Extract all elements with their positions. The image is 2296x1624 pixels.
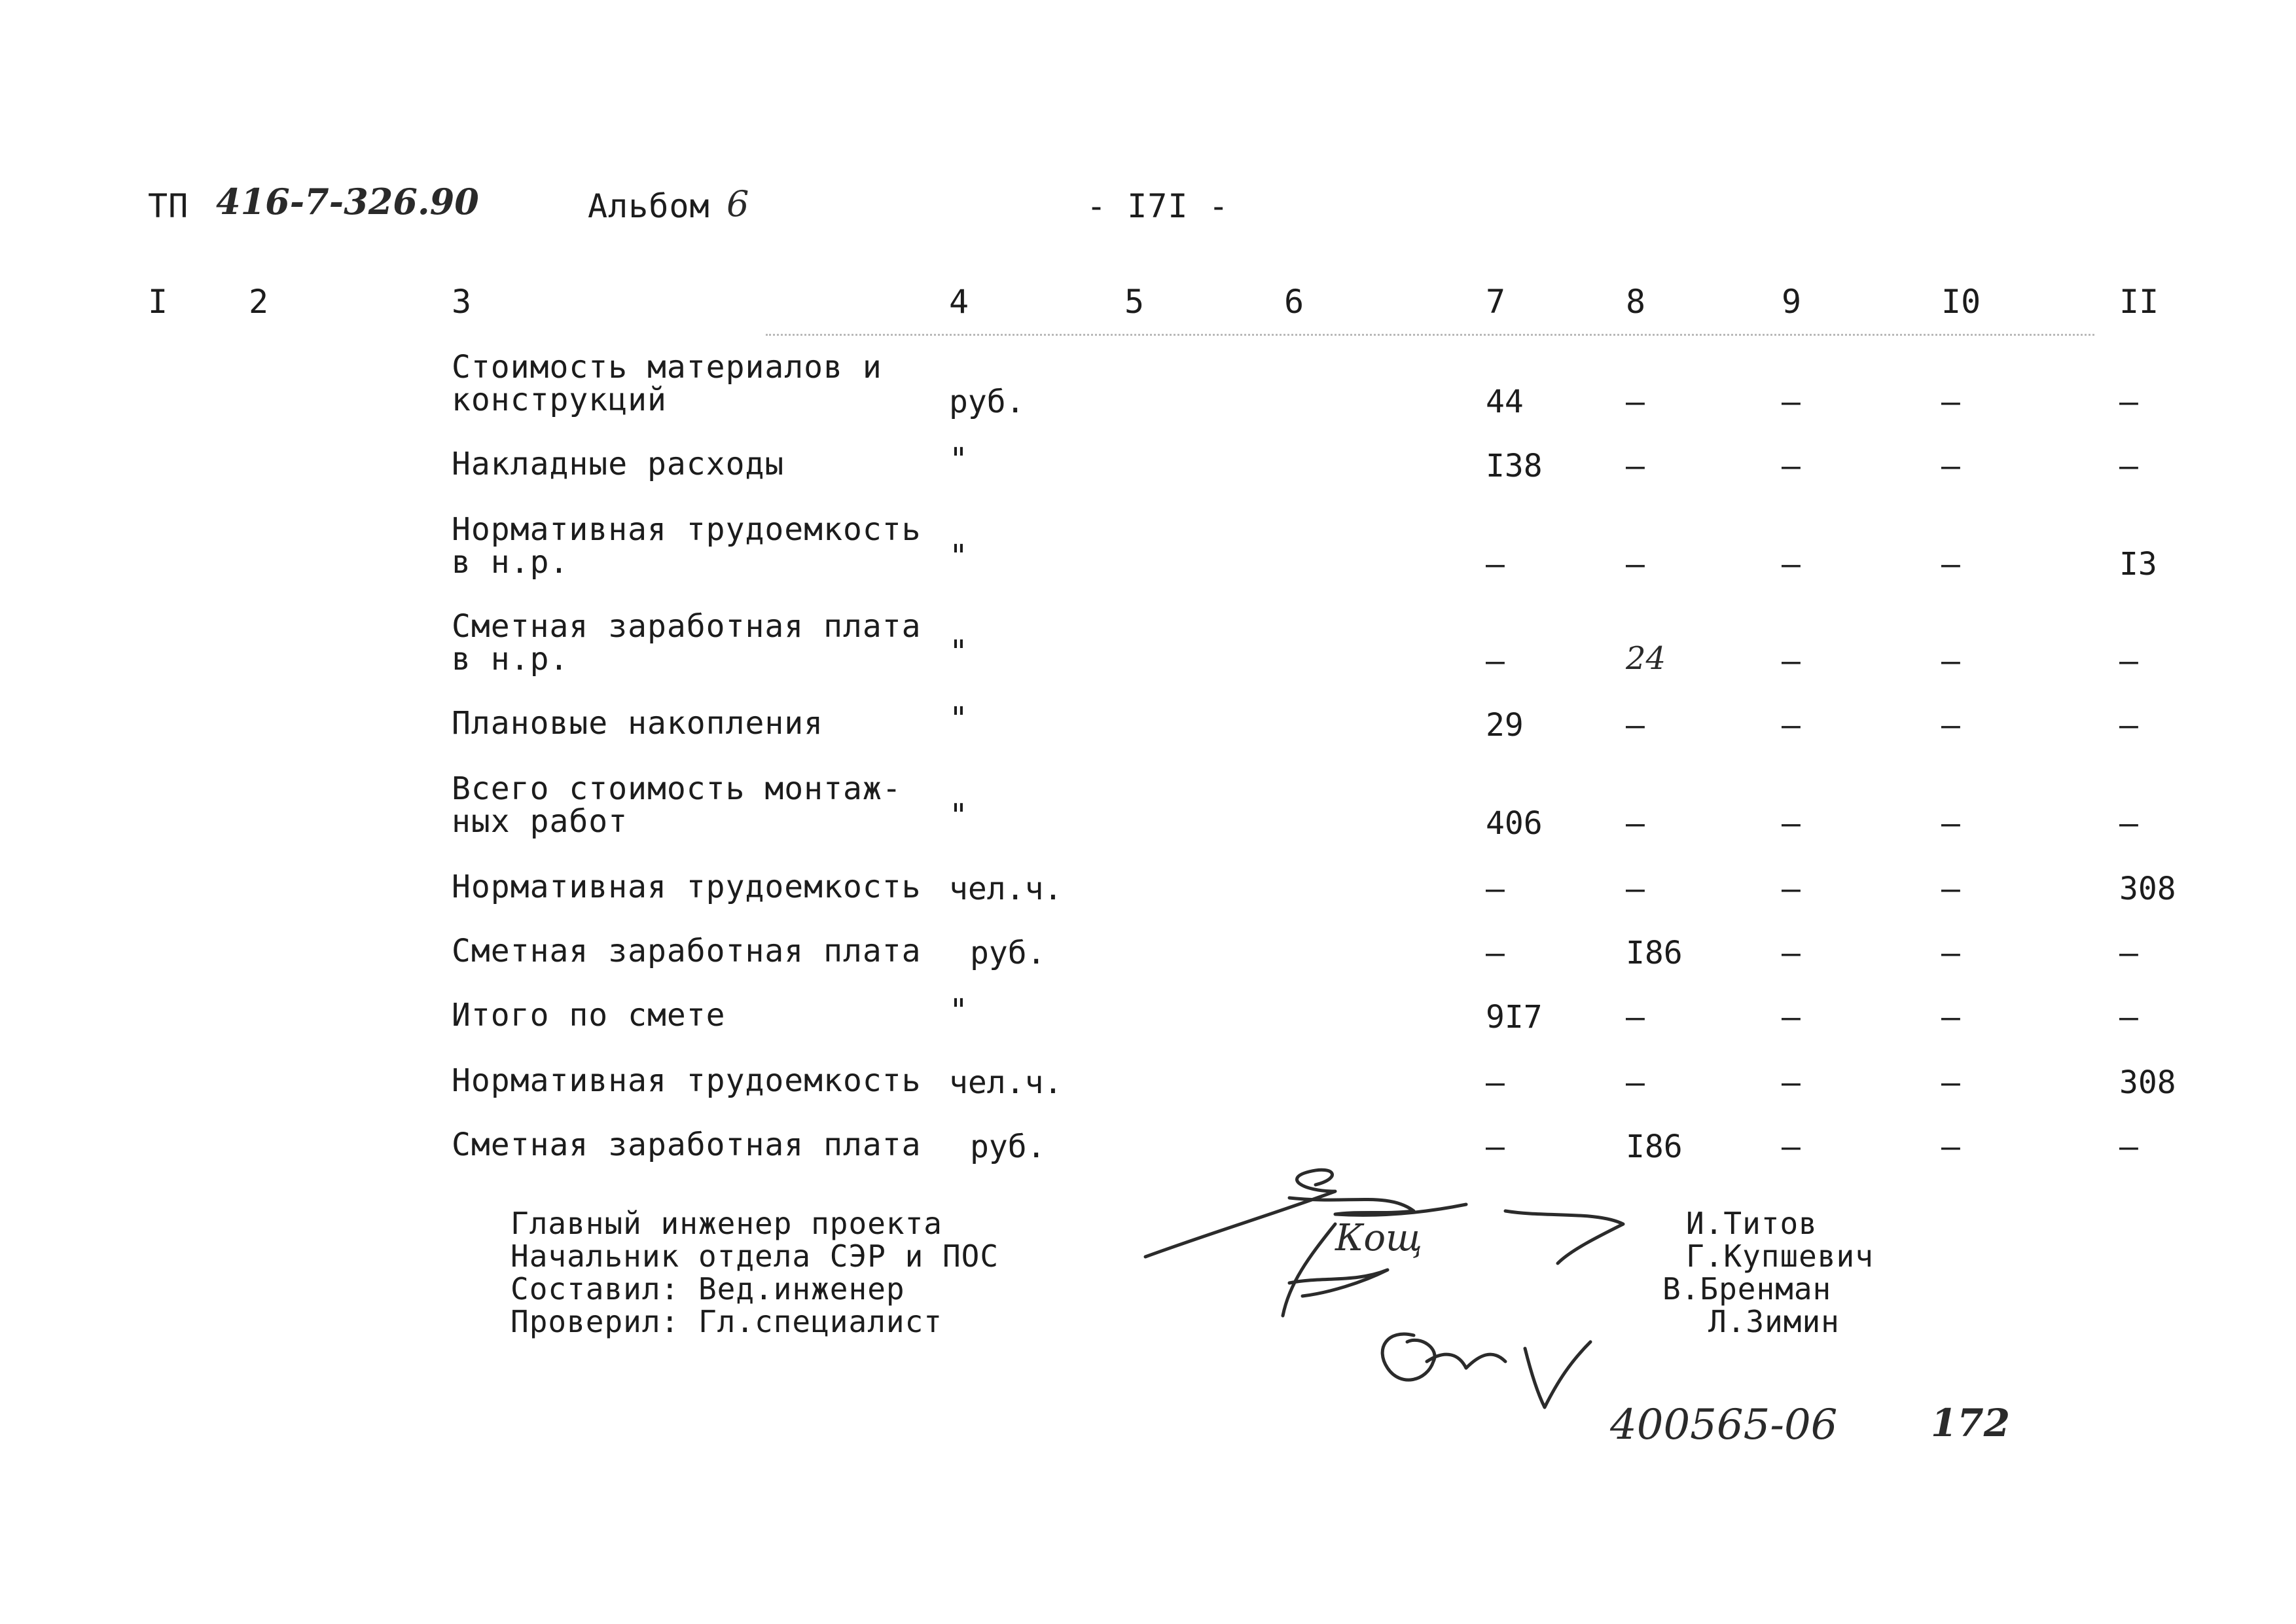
row-value-c8: – [1626,707,1645,744]
col-number: 6 [1284,283,1304,321]
role-chief-engineer: Главный инженер проекта [511,1206,942,1241]
row-label: Нормативная трудоемкость в н.р. [452,511,922,581]
row-value-c8: – [1626,805,1645,842]
row-value-c7: I38 [1486,448,1543,484]
row-value-c7: – [1486,546,1505,583]
row-value-c11: – [2119,805,2138,842]
signature-stroke [1505,1211,1623,1263]
sheet-number: 172 [1931,1401,2011,1445]
row-value-c7: – [1486,1064,1505,1101]
col-number: 7 [1486,283,1506,321]
row-value-c8: 24 [1626,640,1666,677]
row-value-c7: 29 [1486,707,1524,744]
row-value-c10: – [1941,448,1960,484]
name-zimin: Л.Зимин [1708,1304,1840,1339]
header-divider [766,334,2094,336]
row-value-c9: – [1782,707,1801,744]
col-number: I0 [1941,283,1981,321]
role-department-head: Начальник отдела СЭР и ПОС [511,1238,999,1274]
row-unit: " [949,700,968,737]
row-value-c9: – [1782,871,1801,907]
signature-roles [511,1207,999,1338]
row-unit: " [949,538,968,575]
row-value-c8: – [1626,448,1645,484]
row-value-c9: – [1782,448,1801,484]
col-number: 5 [1124,283,1145,321]
col-number: 3 [452,283,472,321]
row-value-c7: 9I7 [1486,999,1543,1036]
row-value-c7: 406 [1486,805,1543,842]
row-value-c11: 308 [2119,1064,2176,1101]
page-number: - I7I - [1086,187,1229,225]
row-label: Накладные расходы [452,446,785,482]
row-value-c11: 308 [2119,871,2176,907]
row-value-c8: I86 [1626,1128,1683,1165]
role-checker: Проверил: Гл.специалист [511,1304,942,1339]
name-brenman: В.Бренман [1662,1271,1832,1307]
row-value-c10: – [1941,935,1960,971]
row-value-c10: – [1941,546,1960,583]
row-unit: руб. [949,384,1025,420]
row-unit: чел.ч. [949,1064,1063,1101]
row-value-c7: – [1486,871,1505,907]
row-unit: чел.ч. [949,871,1063,907]
row-value-c8: – [1626,546,1645,583]
col-number: I [148,283,168,321]
row-label: Сметная заработная плата [452,1127,922,1163]
row-unit: " [949,441,968,478]
row-value-c8: – [1626,999,1645,1036]
name-titov: И.Титов [1686,1206,1818,1241]
row-value-c8: – [1626,384,1645,420]
row-value-c10: – [1941,805,1960,842]
row-value-c11: – [2119,999,2138,1036]
row-value-c10: – [1941,707,1960,744]
row-value-c11: – [2119,1128,2138,1165]
signature-stroke [1382,1334,1590,1407]
album-label: Альбом [588,187,710,225]
signature-names [1662,1207,1874,1338]
name-kupshevich: Г.Купшевич [1686,1238,1874,1274]
row-value-c7: – [1486,935,1505,971]
row-value-c11: – [2119,643,2138,679]
row-value-c8: – [1626,1064,1645,1101]
row-value-c9: – [1782,1128,1801,1165]
row-value-c11: – [2119,935,2138,971]
row-value-c9: – [1782,1064,1801,1101]
row-value-c11: – [2119,707,2138,744]
row-unit: " [949,797,968,834]
row-value-c7: – [1486,1128,1505,1165]
row-value-c8: I86 [1626,935,1683,971]
col-number: 4 [949,283,969,321]
row-value-c11: – [2119,384,2138,420]
row-unit: " [949,992,968,1029]
row-label: Плановые накопления [452,705,824,742]
row-value-c10: – [1941,384,1960,420]
col-number: II [2119,283,2159,321]
row-value-c9: – [1782,935,1801,971]
row-label: Стоимость материалов и конструкций [452,349,882,418]
row-value-c10: – [1941,643,1960,679]
row-label: Сметная заработная плата [452,933,922,969]
row-unit: руб. [970,1128,1046,1165]
row-value-c11: I3 [2119,546,2157,583]
row-value-c11: – [2119,448,2138,484]
tp-prefix: ТП [148,187,189,225]
row-label: Нормативная трудоемкость [452,1062,922,1099]
row-value-c8: – [1626,871,1645,907]
row-value-c9: – [1782,384,1801,420]
signature-handwritten-text: Кощ [1335,1217,1423,1259]
row-value-c10: – [1941,1064,1960,1101]
row-label: Нормативная трудоемкость [452,869,922,905]
row-label: Сметная заработная плата в н.р. [452,608,922,677]
row-value-c7: – [1486,643,1505,679]
row-value-c10: – [1941,1128,1960,1165]
handwritten-signatures [1139,1152,1649,1427]
row-value-c7: 44 [1486,384,1524,420]
row-value-c9: – [1782,999,1801,1036]
album-number: 6 [726,183,749,225]
row-value-c9: – [1782,805,1801,842]
col-number: 8 [1626,283,1646,321]
row-value-c10: – [1941,999,1960,1036]
row-value-c9: – [1782,643,1801,679]
row-label: Всего стоимость монтаж- ных работ [452,770,902,840]
col-number: 9 [1782,283,1802,321]
tp-code: 416-7-326.90 [216,181,479,223]
row-value-c9: – [1782,546,1801,583]
stamp-number: 400565-06 [1610,1401,1838,1449]
row-value-c10: – [1941,871,1960,907]
row-unit: " [949,634,968,670]
row-unit: руб. [970,935,1046,971]
col-number: 2 [249,283,269,321]
role-compiler: Составил: Вед.инженер [511,1271,905,1307]
row-label: Итого по смете [452,997,726,1034]
